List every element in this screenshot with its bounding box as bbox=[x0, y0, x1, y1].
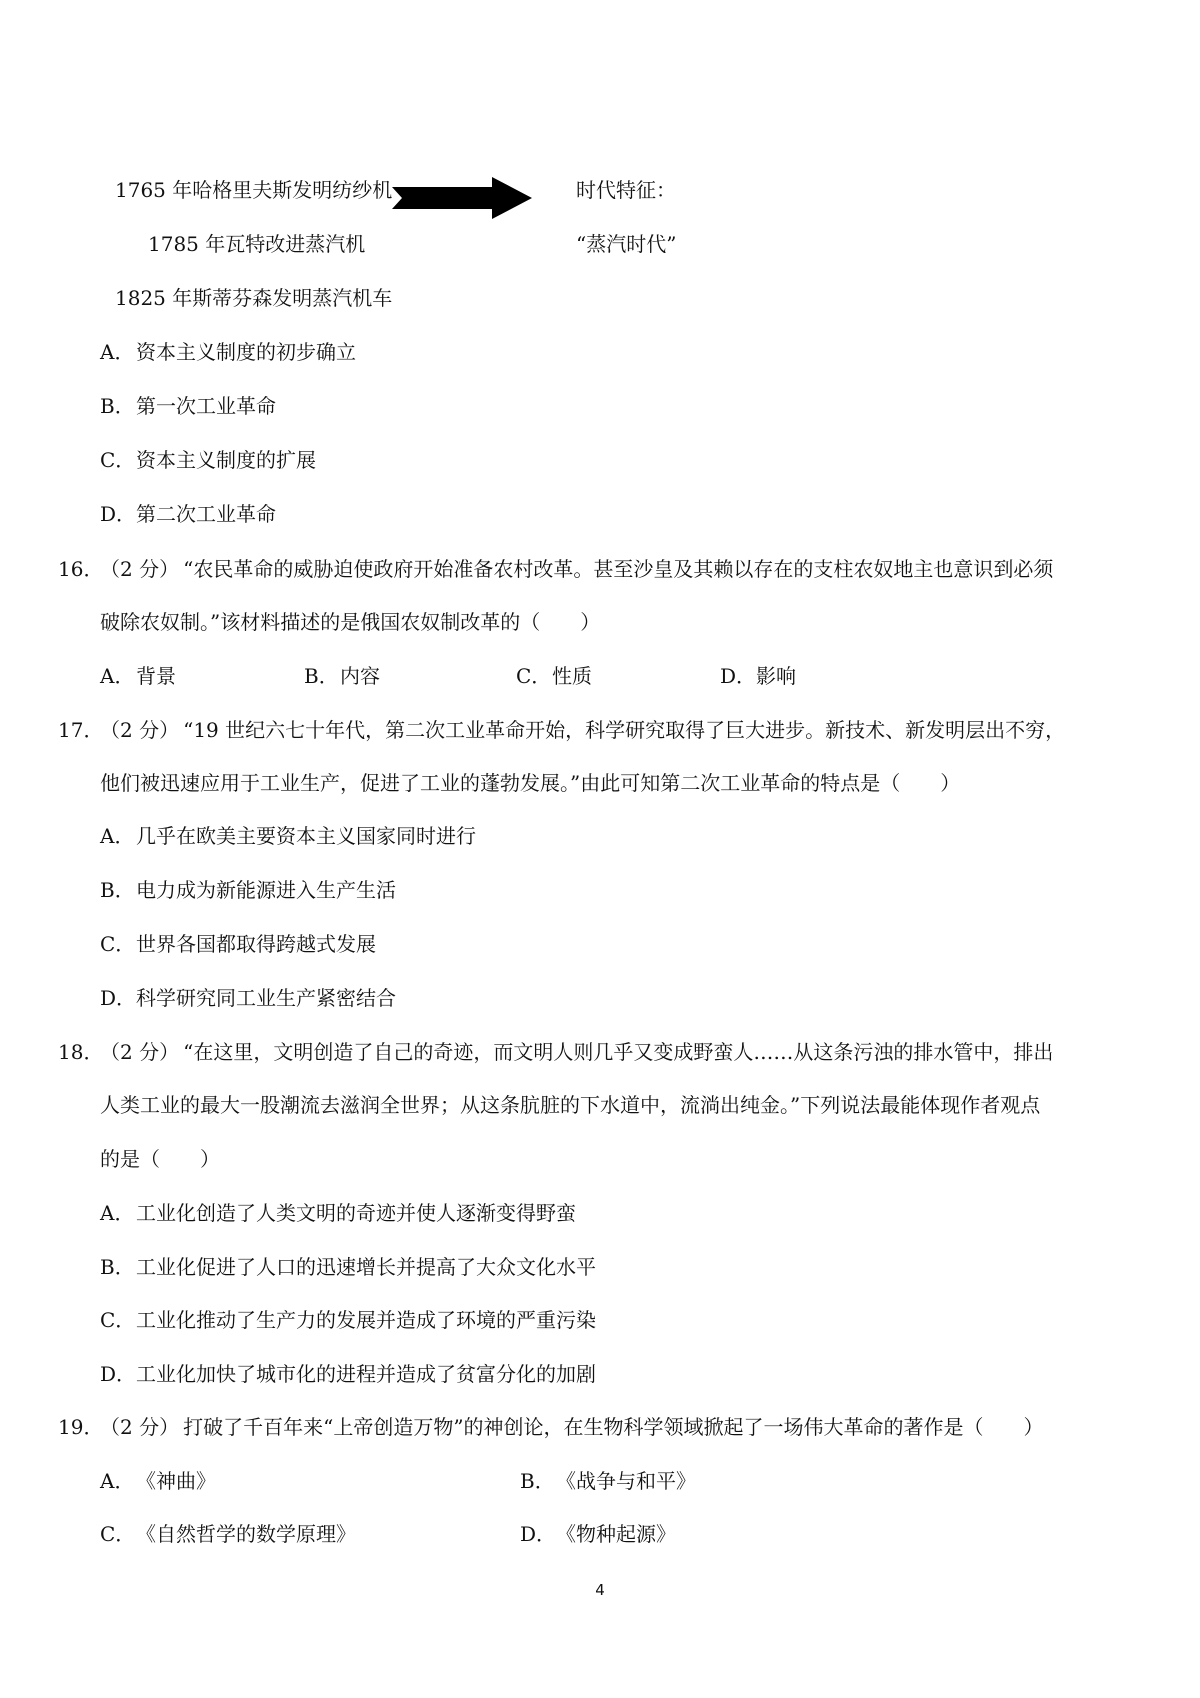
option-text: 几乎在欧美主要资本主义国家同时进行 bbox=[136, 824, 476, 848]
option-label: B． bbox=[100, 1255, 135, 1279]
option-text: 工业化加快了城市化的进程并造成了贫富分化的加剧 bbox=[136, 1362, 596, 1386]
q19-option-d[interactable] bbox=[520, 1520, 676, 1548]
question-score: （2 分） bbox=[100, 1415, 180, 1439]
option-text: 《神曲》 bbox=[136, 1469, 216, 1493]
option-label: A． bbox=[100, 824, 135, 848]
option-text: 资本主义制度的初步确立 bbox=[136, 340, 356, 364]
question-stem: “19 世纪六七十年代，第二次工业革命开始，科学研究取得了巨大进步。新技术、新发明层出不穷， bbox=[183, 718, 1066, 742]
option-text: 工业化创造了人类文明的奇迹并使人逐渐变得野蛮 bbox=[136, 1201, 576, 1225]
option-label: C． bbox=[100, 1308, 136, 1332]
option-text: 第二次工业革命 bbox=[136, 502, 276, 526]
option-label: A． bbox=[100, 1201, 135, 1225]
question-stem: “农民革命的威胁迫使政府开始准备农村改革。甚至沙皇及其赖以存在的支柱农奴地主也意识到必须 bbox=[183, 557, 1054, 581]
event-1825: 1825 年斯蒂芬森发明蒸汽机车 bbox=[115, 286, 393, 310]
question-number: 16． bbox=[58, 557, 104, 581]
question-stem: 打破了千百年来“上帝创造万物”的神创论，在生物科学领域掀起了一场伟大革命的著作是（ ） bbox=[183, 1415, 1044, 1439]
option-label: D． bbox=[520, 1522, 557, 1546]
q16-option-b[interactable] bbox=[304, 662, 380, 690]
q18-stem-line-2: 人类工业的最大一股潮流去滋润全世界；从这条肮脏的下水道中，流淌出纯金。”下列说法最能体现作者观点 bbox=[100, 1093, 1041, 1117]
option-label: D． bbox=[100, 1362, 137, 1386]
q18-option-d[interactable] bbox=[100, 1360, 596, 1388]
option-text: 影响 bbox=[756, 664, 796, 688]
option-text: 背景 bbox=[136, 664, 176, 688]
q15-option-b[interactable] bbox=[100, 392, 276, 420]
option-text: 性质 bbox=[552, 664, 592, 688]
option-label: C． bbox=[516, 664, 552, 688]
page-number: 4 bbox=[595, 1581, 605, 1599]
q19-stem-line-1 bbox=[58, 1413, 1044, 1441]
option-text: 电力成为新能源进入生产生活 bbox=[136, 878, 396, 902]
option-text: 《自然哲学的数学原理》 bbox=[136, 1522, 356, 1546]
q16-option-a[interactable] bbox=[100, 662, 176, 690]
q15-option-c[interactable] bbox=[100, 446, 316, 474]
event-1765: 1765 年哈格里夫斯发明纺纱机 bbox=[115, 178, 393, 202]
right-arrow-icon bbox=[392, 177, 532, 219]
q17-stem-line-2: 他们被迅速应用于工业生产，促进了工业的蓬勃发展。”由此可知第二次工业革命的特点是（ ） bbox=[100, 771, 961, 795]
era-feature-label: 时代特征： bbox=[576, 178, 676, 202]
option-label: A． bbox=[100, 1469, 135, 1493]
option-text: 《战争与和平》 bbox=[556, 1469, 696, 1493]
option-text: 资本主义制度的扩展 bbox=[136, 448, 316, 472]
q16-stem-line-2: 破除农奴制。”该材料描述的是俄国农奴制改革的（ ） bbox=[100, 610, 601, 634]
q17-stem-line-1 bbox=[58, 716, 1065, 744]
option-label: C． bbox=[100, 932, 136, 956]
option-label: D． bbox=[720, 664, 757, 688]
q19-option-c[interactable] bbox=[100, 1520, 356, 1548]
q18-option-a[interactable] bbox=[100, 1199, 576, 1227]
q17-option-b[interactable] bbox=[100, 876, 396, 904]
q18-stem-line-1 bbox=[58, 1038, 1053, 1066]
q15-option-a[interactable] bbox=[100, 338, 356, 366]
q17-option-d[interactable] bbox=[100, 984, 396, 1012]
q16-option-d[interactable] bbox=[720, 662, 796, 690]
q19-option-a[interactable] bbox=[100, 1467, 216, 1495]
q18-option-b[interactable] bbox=[100, 1253, 596, 1281]
option-text: 科学研究同工业生产紧密结合 bbox=[136, 986, 396, 1010]
option-text: 工业化促进了人口的迅速增长并提高了大众文化水平 bbox=[136, 1255, 596, 1279]
question-number: 19． bbox=[58, 1415, 104, 1439]
event-1785: 1785 年瓦特改进蒸汽机 bbox=[148, 232, 366, 256]
q17-option-a[interactable] bbox=[100, 822, 476, 850]
option-label: D． bbox=[100, 986, 137, 1010]
q16-option-c[interactable] bbox=[516, 662, 592, 690]
question-score: （2 分） bbox=[100, 1040, 180, 1064]
option-label: C． bbox=[100, 1522, 136, 1546]
option-label: B． bbox=[520, 1469, 555, 1493]
question-number: 17． bbox=[58, 718, 104, 742]
option-label: B． bbox=[100, 394, 135, 418]
question-number: 18． bbox=[58, 1040, 104, 1064]
option-text: 内容 bbox=[340, 664, 380, 688]
q19-option-b[interactable] bbox=[520, 1467, 696, 1495]
question-stem: “在这里，文明创造了自己的奇迹，而文明人则几乎又变成野蛮人……从这条污浊的排水管中，排出 bbox=[183, 1040, 1054, 1064]
option-text: 工业化推动了生产力的发展并造成了环境的严重污染 bbox=[136, 1308, 596, 1332]
q18-stem-line-3: 的是（ ） bbox=[100, 1147, 220, 1171]
option-text: 第一次工业革命 bbox=[136, 394, 276, 418]
q16-stem-line-1 bbox=[58, 555, 1053, 583]
option-label: B． bbox=[304, 664, 339, 688]
option-text: 《物种起源》 bbox=[556, 1522, 676, 1546]
option-label: D． bbox=[100, 502, 137, 526]
option-label: B． bbox=[100, 878, 135, 902]
era-feature-value: “蒸汽时代” bbox=[576, 232, 677, 256]
q17-option-c[interactable] bbox=[100, 930, 376, 958]
question-score: （2 分） bbox=[100, 557, 180, 581]
q15-option-d[interactable] bbox=[100, 500, 276, 528]
option-label: A． bbox=[100, 340, 135, 364]
option-text: 世界各国都取得跨越式发展 bbox=[136, 932, 376, 956]
option-label: C． bbox=[100, 448, 136, 472]
option-label: A． bbox=[100, 664, 135, 688]
q18-option-c[interactable] bbox=[100, 1306, 596, 1334]
question-score: （2 分） bbox=[100, 718, 180, 742]
